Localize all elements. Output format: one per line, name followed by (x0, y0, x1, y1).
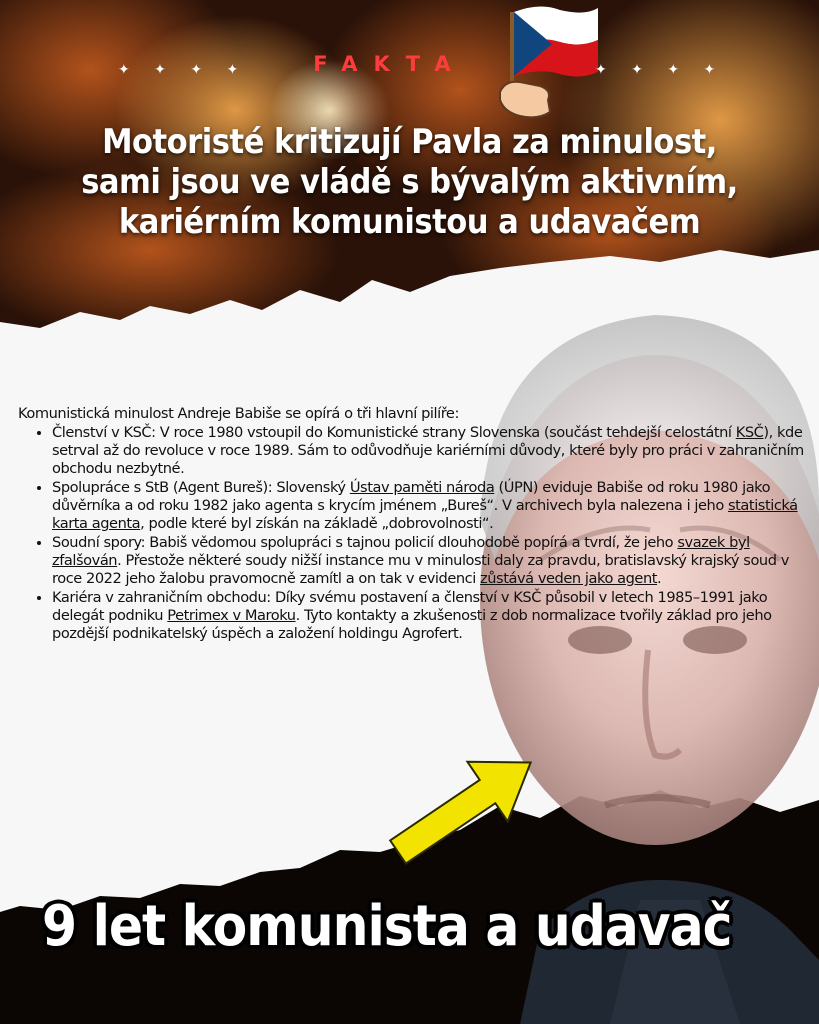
facts-text (18, 405, 814, 644)
fact-item-career (52, 589, 814, 643)
headline-line: sami jsou ve vládě s bývalým aktivním, (81, 162, 738, 202)
underlined-term: KSČ (735, 424, 764, 441)
fact-text: , podle které byl získán na základě „dobrovolnosti“. (140, 515, 494, 532)
fact-item-court (52, 534, 814, 588)
underlined-term: Ústav paměti národa (349, 479, 495, 496)
sparkles-left: ✦ ✦ ✦ ✦ (118, 62, 249, 78)
underlined-term: statistická karta agenta (52, 497, 798, 532)
fact-text: ), kde setrval až do revoluce v roce 1989. Sám to odůvodňuje kariérními důvody, které byly pro práci v zahraničním obchodu nezbytné. (52, 424, 804, 477)
bottom-caption: 9 let komunista a udavač (42, 894, 732, 959)
fakta-label: FAKTA (313, 52, 467, 76)
fact-text: Soudní spory: Babiš vědomou spolupráci s tajnou policií dlouhodobě popírá a tvrdí, že jeho (52, 534, 678, 551)
headline-line: kariérním komunistou a udavačem (118, 202, 701, 242)
fact-item-membership (52, 424, 814, 478)
underlined-term: Petrimex v Maroku (167, 607, 296, 624)
underlined-term: zůstává veden jako agent (480, 570, 658, 587)
fact-item-stb (52, 479, 814, 533)
intro-text: Komunistická minulost Andreje Babiše se opírá o tři hlavní pilíře: (18, 405, 459, 422)
facts-list (18, 424, 814, 643)
fact-text: (ÚPN) eviduje Babiše od roku 1980 jako důvěrníka a od roku 1982 jako agenta s krycím jménem „Bureš“. V archivech byla nalezena i jeho (52, 479, 771, 514)
underlined-term: svazek byl zfalšován (52, 534, 750, 569)
fact-text: . Přestože některé soudy nižší instance mu v minulosti daly za pravdu, bratislavský krajský soud v roce 2022 jeho žalobu pravomocně zamítl a on tak v evidenci (52, 552, 789, 587)
fact-text: Členství v KSČ: V roce 1980 vstoupil do Komunistické strany Slovenska (součást tehdejší celostátní (52, 424, 736, 441)
headline (40, 122, 779, 242)
fact-text: . (657, 570, 662, 587)
fact-text: . Tyto kontakty a zkušenosti z dob normalizace tvořily základ pro jeho pozdější podnikatelský úspěch a založení holdingu Agrofert. (52, 607, 772, 642)
fact-text: Kariéra v zahraničním obchodu: Díky svému postavení a členství v KSČ působil v letech 1985–1991 jako delegát podniku (52, 589, 768, 624)
sparkles-right: ✦ ✦ ✦ ✦ (595, 62, 726, 78)
fact-text: Spolupráce s StB (Agent Bureš): Slovenský (52, 479, 350, 496)
headline-line: Motoristé kritizují Pavla za minulost, (102, 122, 717, 162)
